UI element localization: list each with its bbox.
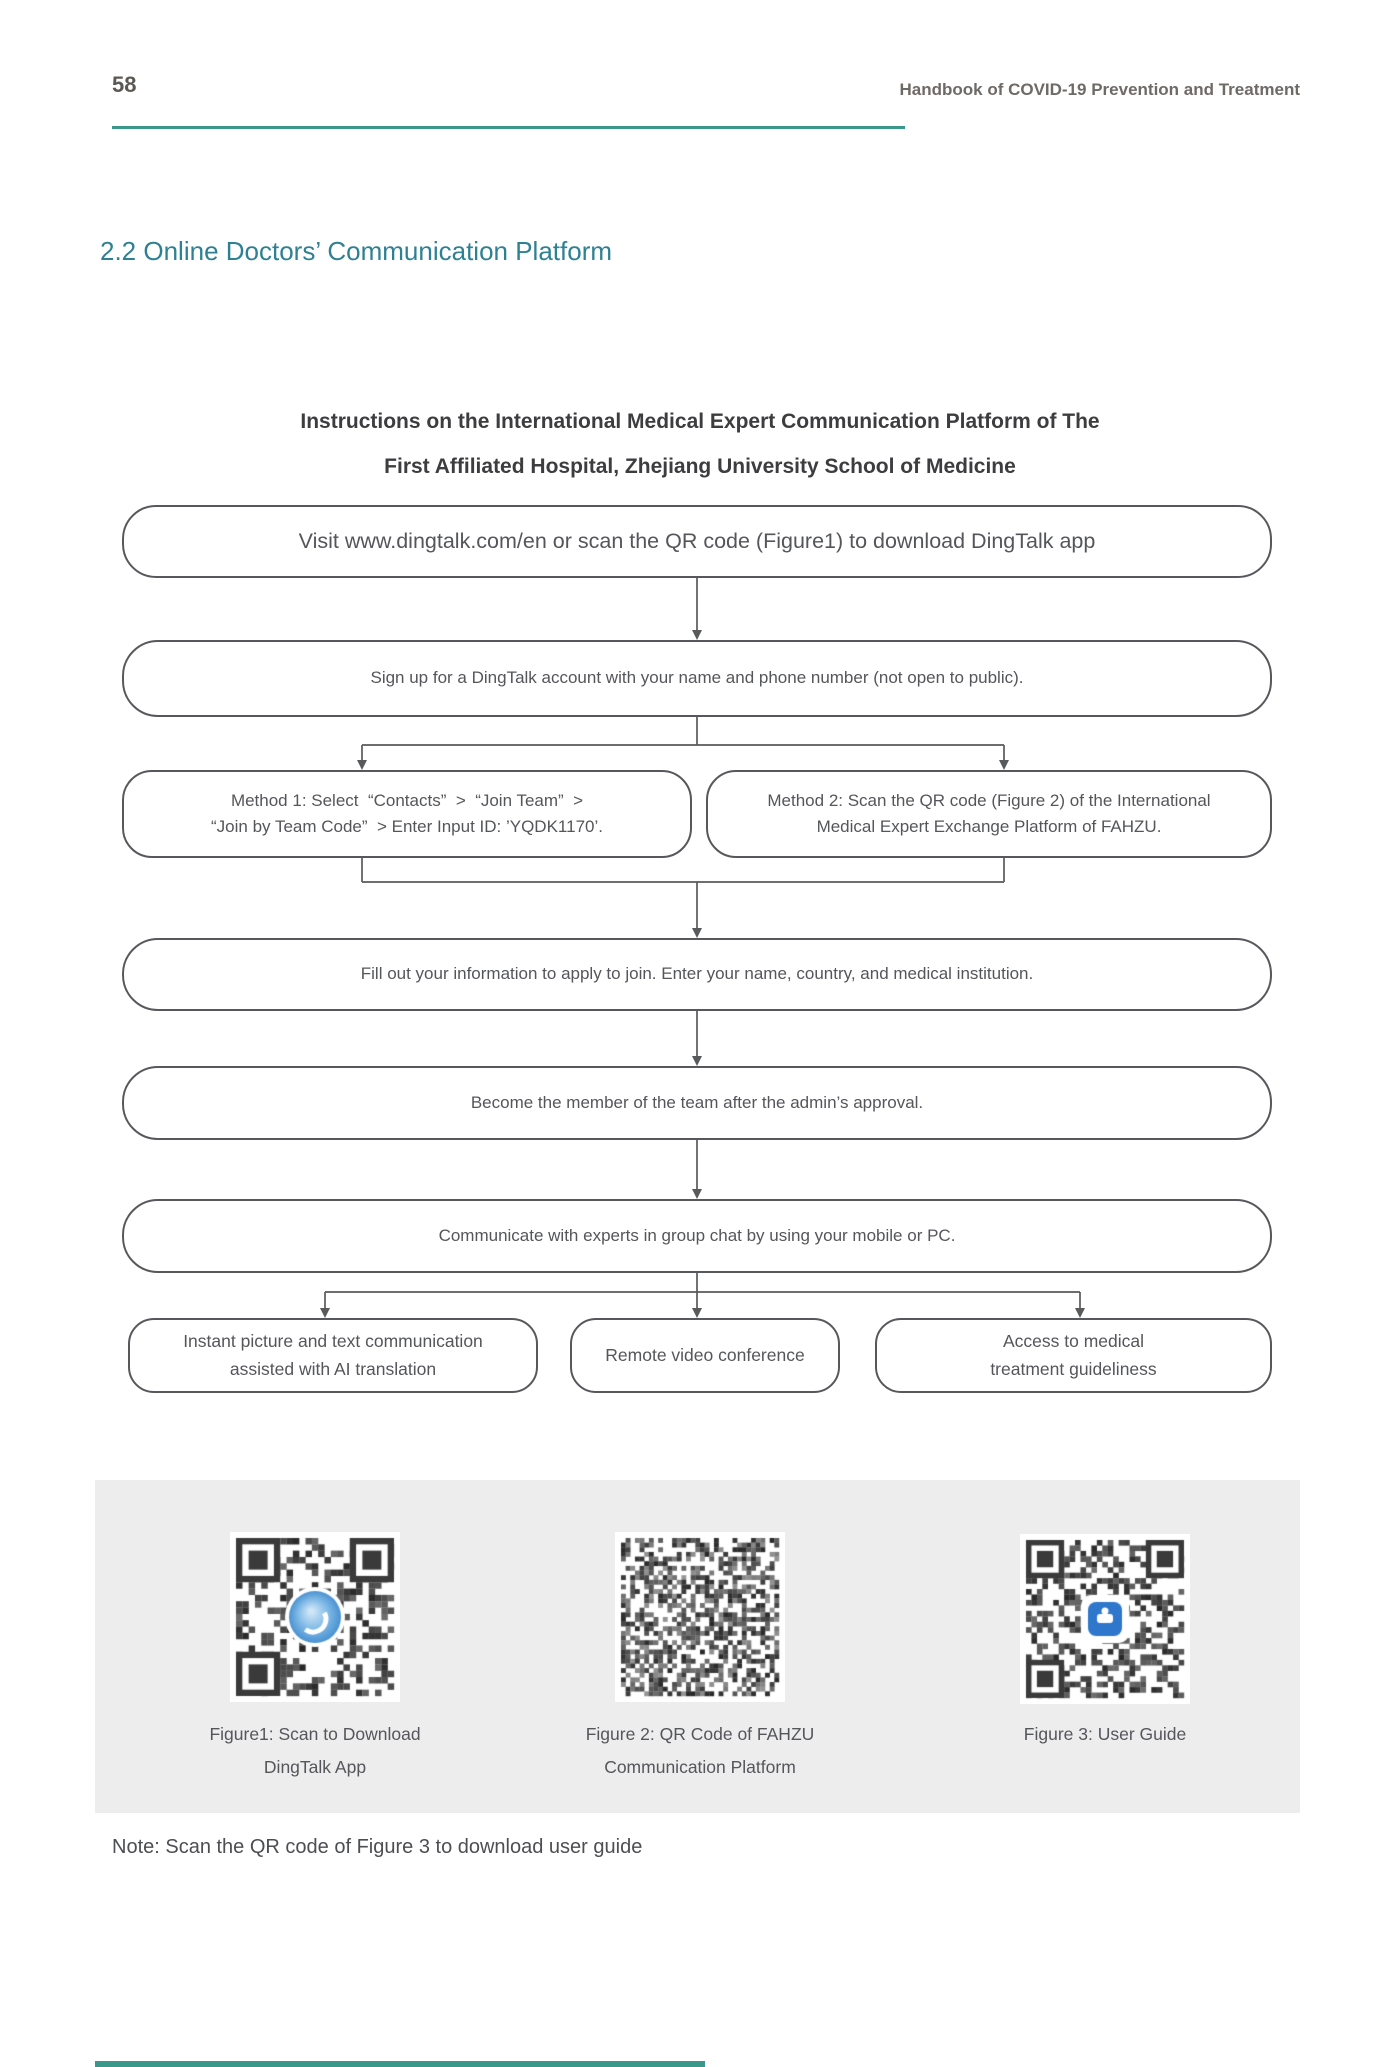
header-divider-rule bbox=[112, 126, 905, 129]
flow-outcome-video-text: Remote video conference bbox=[605, 1344, 805, 1365]
flow-step-signup-box bbox=[122, 640, 1272, 717]
flow-step-fill-info-box bbox=[122, 938, 1272, 1011]
qr-code-figure1-dingtalk-download bbox=[230, 1532, 400, 1702]
figure1-caption-line2: DingTalk App bbox=[263, 1757, 367, 1777]
section-heading: 2.2 Online Doctors’ Communication Platform bbox=[100, 236, 613, 266]
flow-outcome-ai-line1: Instant picture and text communication bbox=[183, 1331, 483, 1352]
instructions-title bbox=[95, 399, 1305, 489]
flow-outcome-video-conference-box bbox=[570, 1318, 840, 1393]
page-number: 58 bbox=[112, 72, 137, 97]
flow-step-visit-box bbox=[122, 505, 1272, 578]
flow-outcome-ai-translation-box bbox=[128, 1318, 538, 1393]
instructions-title-line2: First Affiliated Hospital, Zhejiang University School of Medicine bbox=[384, 455, 1016, 478]
flow-method2-box bbox=[706, 770, 1272, 858]
flow-outcome-ai-line2: assisted with AI translation bbox=[229, 1358, 437, 1379]
instructions-title-line1: Instructions on the International Medical Expert Communication Platform of The bbox=[300, 410, 1100, 433]
qr-code-figure2-fahzu-platform bbox=[615, 1532, 785, 1702]
flow-outcome-guidelines-box bbox=[875, 1318, 1272, 1393]
flow-method1-box bbox=[122, 770, 692, 858]
figure1-caption bbox=[115, 1718, 515, 1784]
figure1-caption-line1: Figure1: Scan to Download bbox=[209, 1724, 421, 1744]
flow-step-communicate-text: Communicate with experts in group chat by using your mobile or PC. bbox=[438, 1225, 956, 1245]
flow-step-become-member-box bbox=[122, 1066, 1272, 1140]
flow-method2-line1: Method 2: Scan the QR code (Figure 2) of the International bbox=[767, 790, 1211, 810]
figure2-caption bbox=[500, 1718, 900, 1784]
flow-step-signup-text: Sign up for a DingTalk account with your name and phone number (not open to public). bbox=[370, 668, 1024, 688]
flow-step-communicate-box bbox=[122, 1199, 1272, 1273]
figure3-caption bbox=[905, 1718, 1305, 1751]
flow-outcome-guidelines-line2: treatment guideliness bbox=[990, 1358, 1157, 1379]
note-text: Note: Scan the QR code of Figure 3 to download user guide bbox=[112, 1836, 643, 1858]
flow-step-become-member-text: Become the member of the team after the admin’s approval. bbox=[470, 1092, 924, 1112]
header-title: Handbook of COVID-19 Prevention and Treatment bbox=[899, 80, 1300, 99]
flow-method2-line2: Medical Expert Exchange Platform of FAHZU. bbox=[816, 817, 1162, 836]
figure2-caption-line2: Communication Platform bbox=[604, 1757, 796, 1777]
flow-step-visit-text: Visit www.dingtalk.com/en or scan the QR code (Figure1) to download DingTalk app bbox=[298, 528, 1096, 553]
figure3-caption-line1: Figure 3: User Guide bbox=[1023, 1724, 1187, 1744]
figure2-caption-line1: Figure 2: QR Code of FAHZU bbox=[585, 1724, 815, 1744]
qr-code-figure3-user-guide bbox=[1020, 1534, 1190, 1704]
flow-step-fill-info-text: Fill out your information to apply to join. Enter your name, country, and medical institution. bbox=[360, 964, 1034, 984]
flow-outcome-guidelines-line1: Access to medical bbox=[1002, 1331, 1145, 1352]
flow-method1-line1: Method 1: Select “Contacts” > “Join Team” > bbox=[230, 790, 584, 810]
flow-method1-line2: “Join by Team Code” > Enter Input ID: ’YQDK1170’. bbox=[211, 817, 603, 836]
footer-divider-rule bbox=[95, 2061, 705, 2067]
